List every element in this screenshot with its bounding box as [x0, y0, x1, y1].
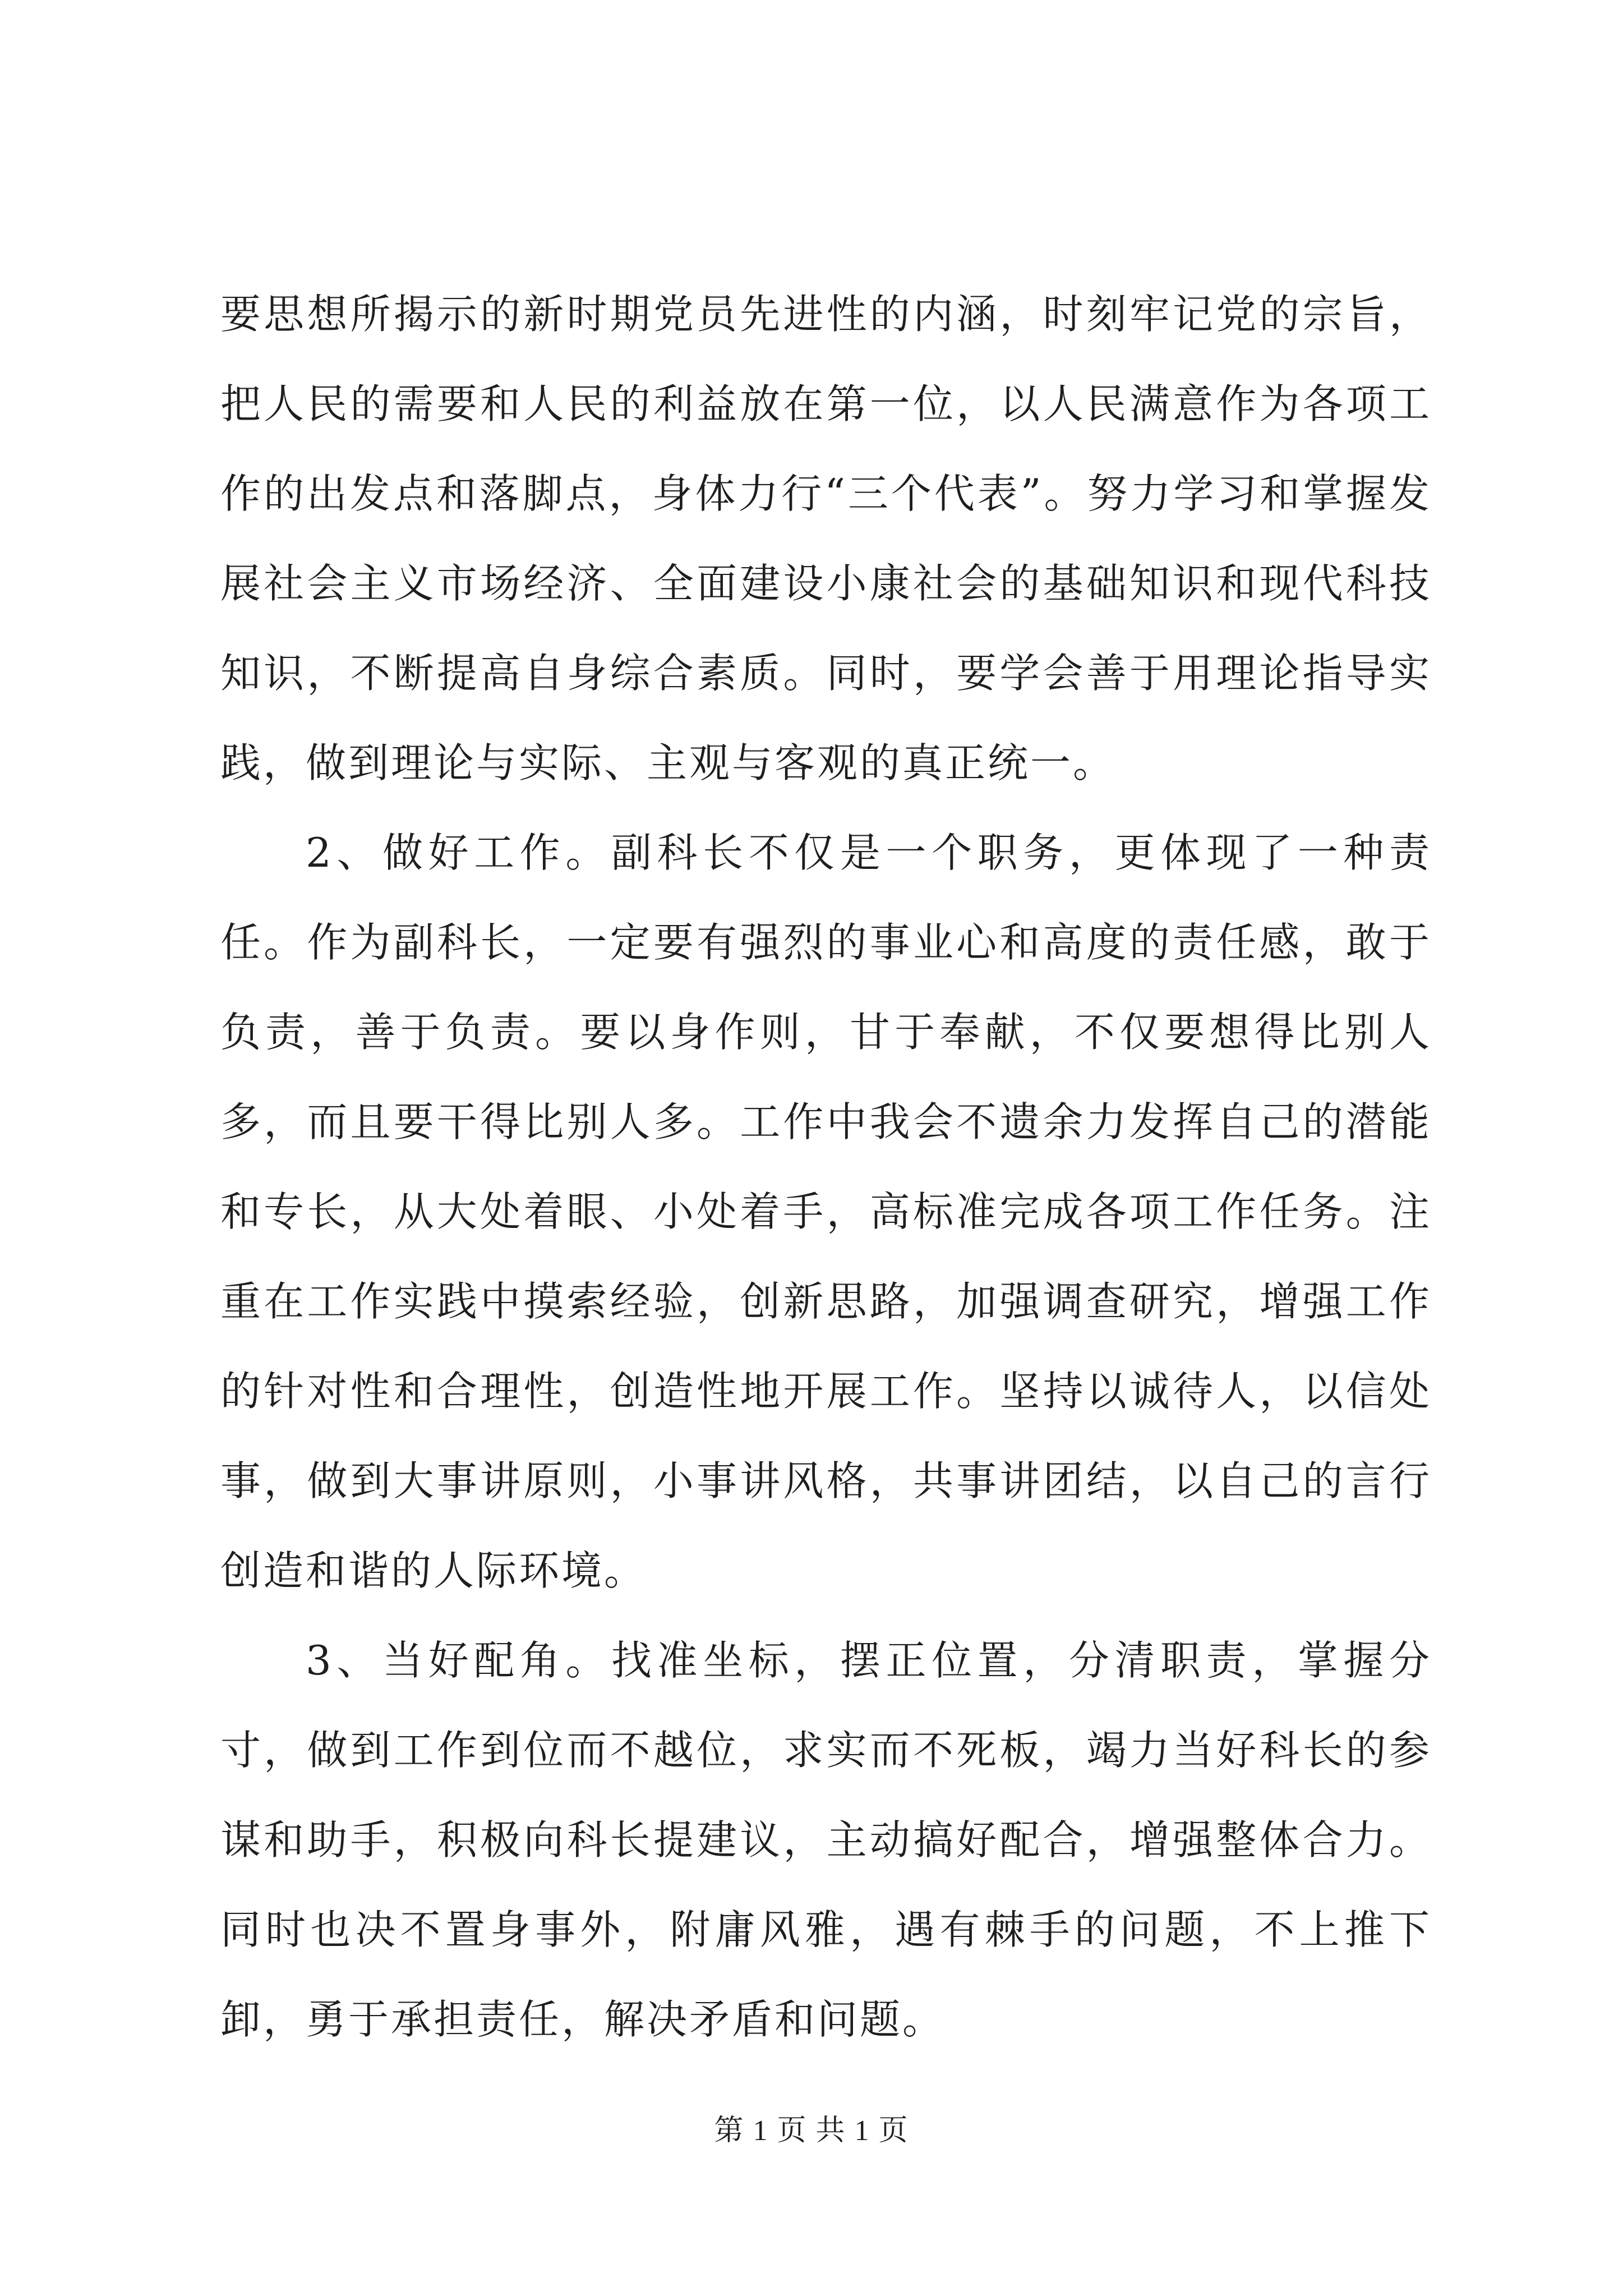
page-footer: 第 1 页 共 1 页: [714, 2115, 909, 2147]
paragraph-item-3: 3、当好配角。找准坐标，摆正位置，分清职责，掌握分寸，做到工作到位而不越位，求实而不死板，竭力当好科长的参谋和助手，积极向科长提建议，主动搞好配合，增强整体合力。同时也决不置身事外，附庸风雅，遇有棘手的问题，不上推下卸，勇于承担责任，解决矛盾和问题。: [220, 1637, 1432, 2043]
paragraph-continuation: 要思想所揭示的新时期党员先进性的内涵，时刻牢记党的宗旨，把人民的需要和人民的利益放在第一位，以人民满意作为各项工作的出发点和落脚点，身体力行“三个代表”。努力学习和掌握发展社会主义市场经济、全面建设小康社会的基础知识和现代科技知识，不断提高自身综合素质。同时，要学会善于用理论指导实践，做到理论与实际、主观与客观的真正统一。: [220, 291, 1432, 786]
paragraph-item-2: 2、做好工作。副科长不仅是一个职务，更体现了一种责任。作为副科长，一定要有强烈的事业心和高度的责任感，敢于负责，善于负责。要以身作则，甘于奉献，不仅要想得比别人多，而且要干得比别人多。工作中我会不遗余力发挥自己的潜能和专长，从大处着眼、小处着手，高标准完成各项工作任务。注重在工作实践中摸索经验，创新思路，加强调查研究，增强工作的针对性和合理性，创造性地开展工作。坚持以诚待人，以信处事，做到大事讲原则，小事讲风格，共事讲团结，以自己的言行创造和谐的人际环境。: [220, 829, 1432, 1594]
document-body: [220, 269, 1432, 2064]
